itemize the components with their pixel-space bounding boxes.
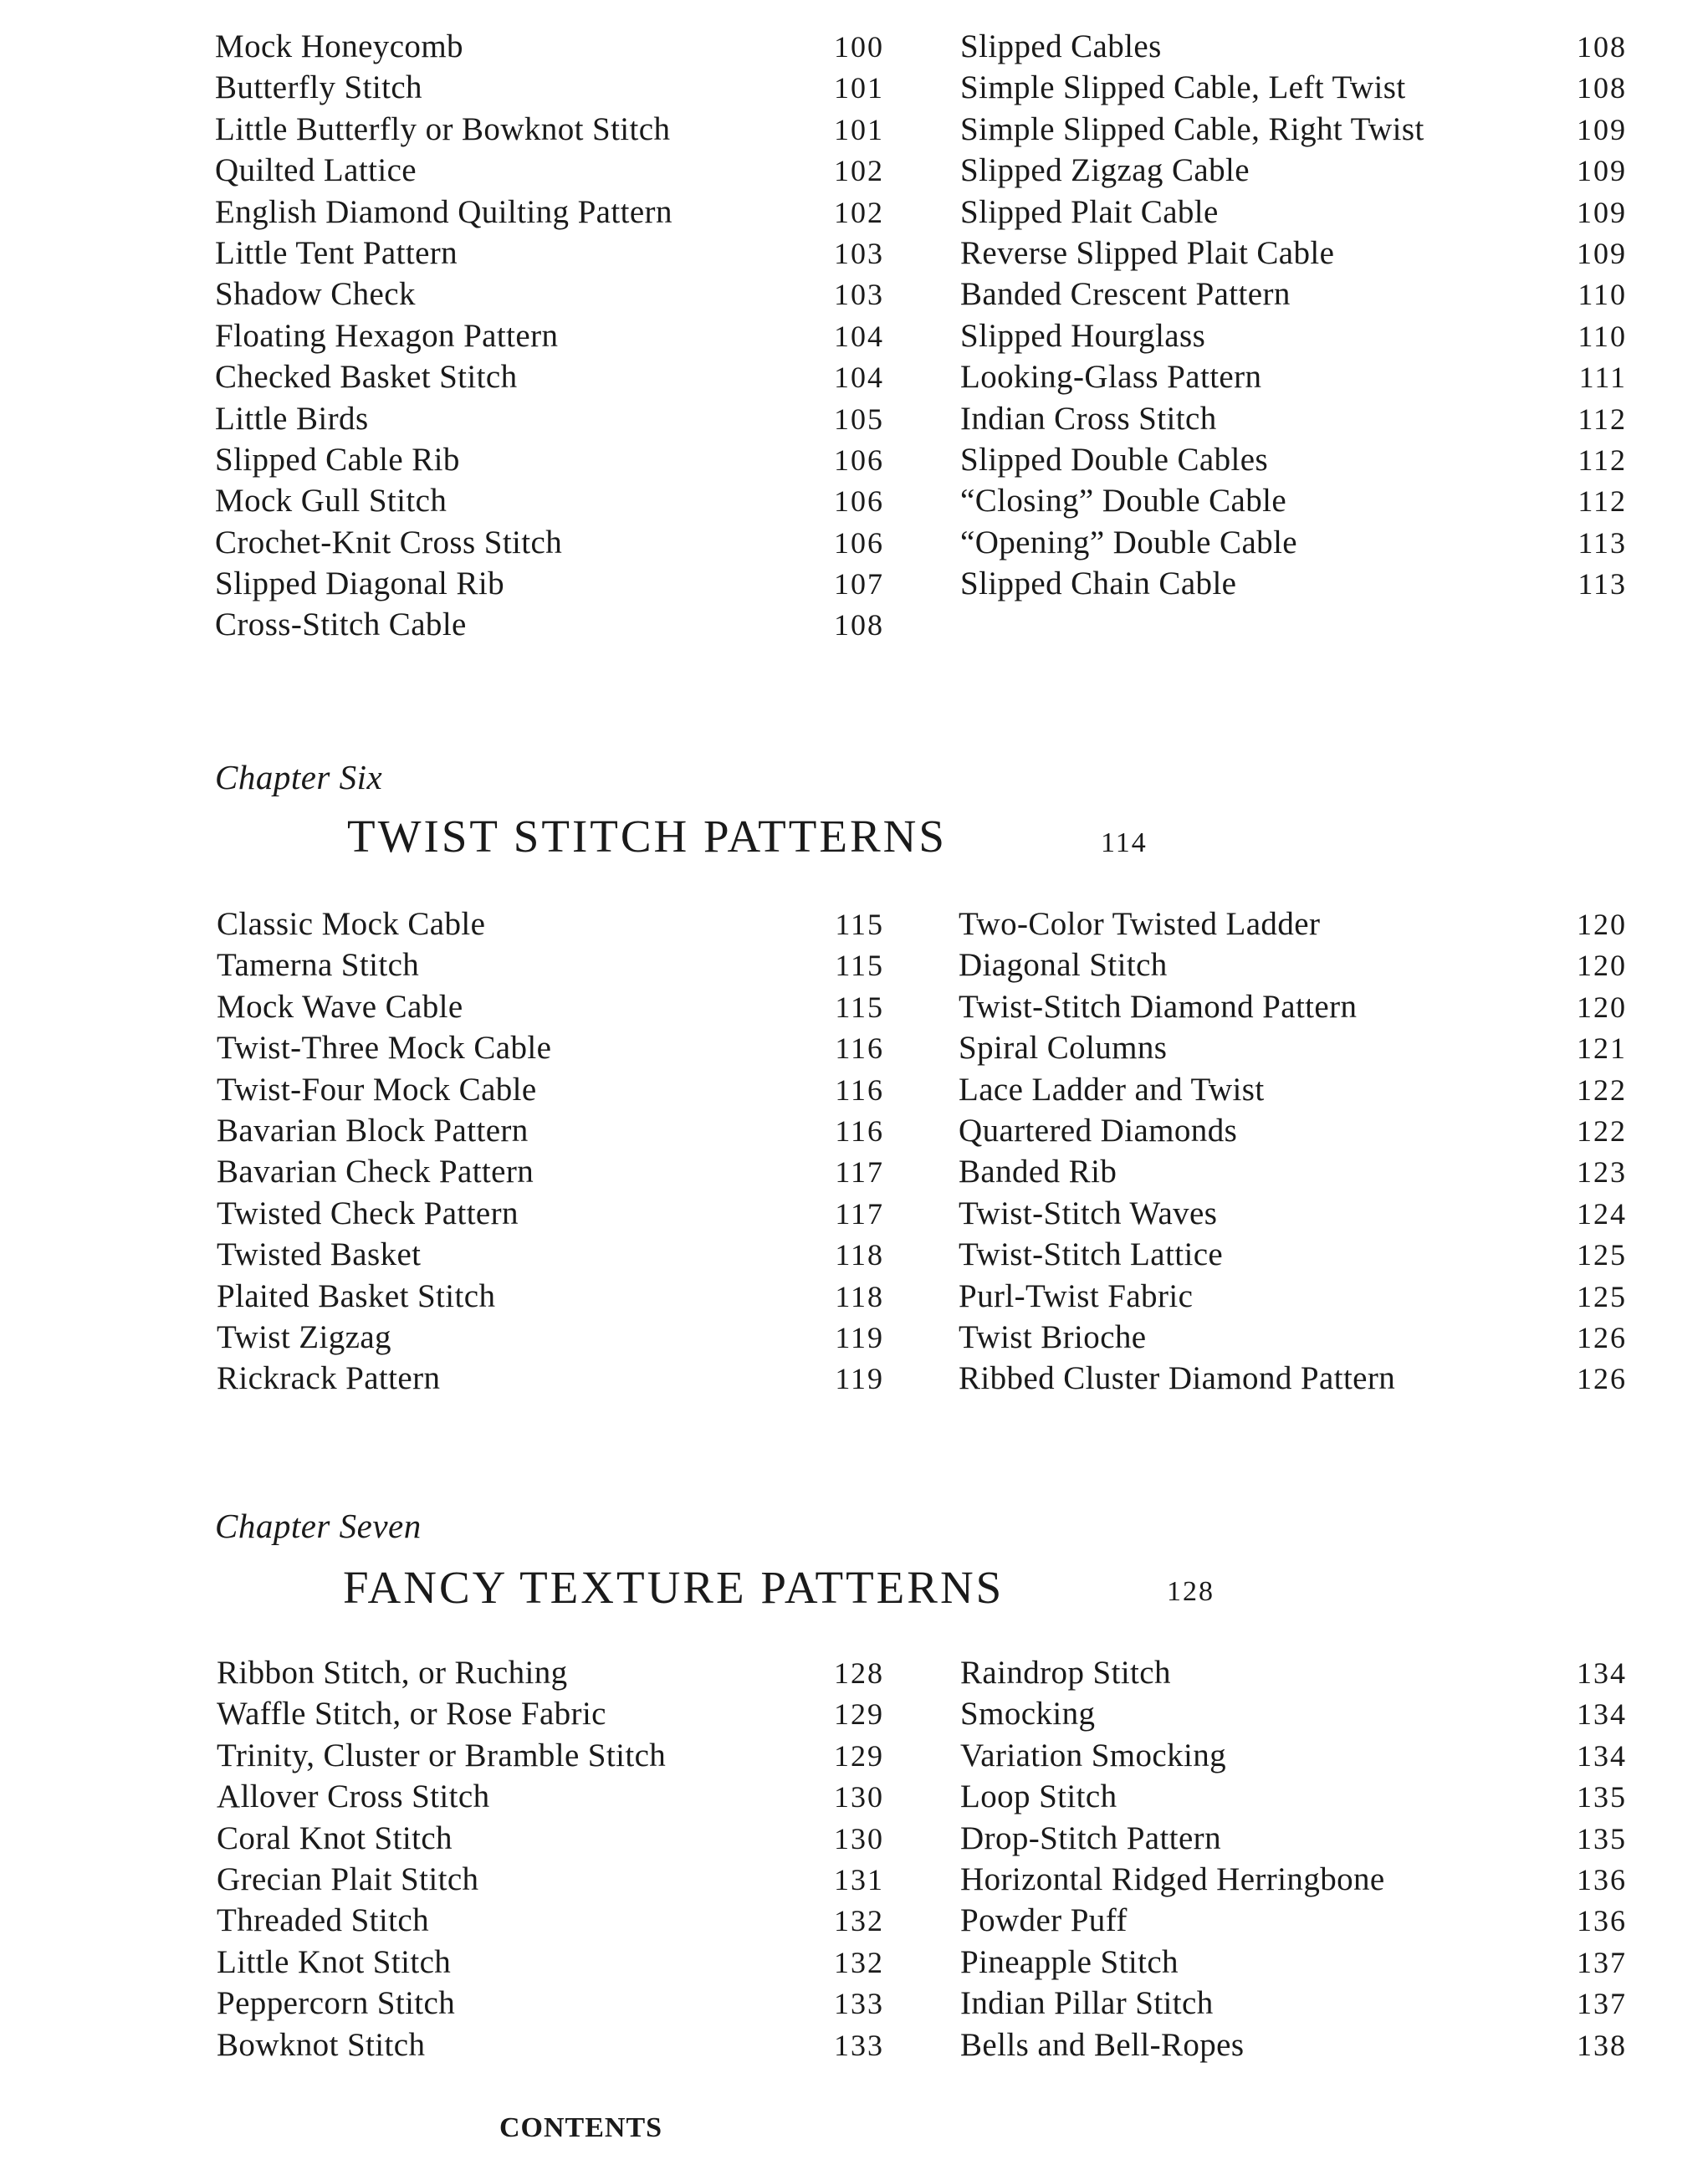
toc-entry (217, 1693, 884, 1734)
toc-entry-title: Simple Slipped Cable, Left Twist (960, 69, 1406, 106)
toc-entry-title: Banded Rib (959, 1154, 1117, 1190)
toc-entry (217, 1110, 884, 1151)
toc-entry (960, 1859, 1627, 1900)
toc-entry (215, 150, 884, 191)
toc-entry-page: 128 (834, 1656, 884, 1690)
section-0-right-column (960, 26, 1627, 604)
toc-entry-page: 133 (834, 1987, 884, 2021)
toc-entry (959, 1027, 1627, 1068)
chapter-six-title: TWIST STITCH PATTERNS (347, 811, 947, 862)
toc-entry (959, 1193, 1627, 1234)
toc-entry-page: 116 (835, 1113, 884, 1148)
toc-entry-page: 122 (1577, 1113, 1627, 1148)
toc-entry (960, 1693, 1627, 1734)
toc-entry-page: 121 (1577, 1031, 1627, 1066)
toc-entry-page: 108 (834, 608, 884, 642)
toc-entry-page: 120 (1577, 990, 1627, 1024)
toc-entry-page: 125 (1577, 1279, 1627, 1313)
toc-entry-page: 134 (1577, 1697, 1627, 1732)
toc-entry (959, 1358, 1627, 1399)
toc-entry-page: 109 (1577, 154, 1627, 188)
toc-entry (217, 1942, 884, 1983)
toc-entry-page: 118 (835, 1238, 884, 1272)
toc-entry-title: Pineapple Stitch (960, 1943, 1179, 1980)
toc-entry-title: Waffle Stitch, or Rose Fabric (217, 1696, 606, 1733)
toc-entry-title: Horizontal Ridged Herringbone (960, 1860, 1385, 1897)
toc-entry (960, 1776, 1627, 1817)
toc-entry-title: Mock Honeycomb (215, 28, 463, 64)
toc-entry-page: 120 (1577, 908, 1627, 941)
toc-entry-title: Slipped Cables (960, 28, 1162, 64)
toc-entry (215, 522, 884, 563)
toc-entry (960, 233, 1627, 274)
toc-entry-page: 107 (834, 567, 884, 601)
toc-entry (217, 1317, 884, 1358)
toc-entry-title: Checked Basket Stitch (215, 359, 518, 396)
toc-entry-page: 100 (834, 30, 884, 64)
toc-entry-title: Plaited Basket Stitch (217, 1277, 496, 1314)
toc-entry-page: 102 (834, 195, 884, 229)
toc-entry-page: 116 (835, 1072, 884, 1107)
toc-entry-title: Slipped Cable Rib (215, 441, 460, 478)
toc-entry-title: Powder Puff (960, 1902, 1128, 1939)
toc-entry-page: 109 (1577, 112, 1627, 146)
toc-entry-page: 135 (1577, 1821, 1627, 1855)
toc-entry (960, 522, 1627, 563)
toc-entry (960, 1942, 1627, 1983)
toc-entry-title: Tamerna Stitch (217, 947, 420, 984)
toc-entry-title: Diagonal Stitch (959, 947, 1168, 984)
toc-entry-title: Ribbon Stitch, or Ruching (217, 1655, 568, 1691)
toc-entry (215, 398, 884, 439)
toc-entry-title: Bavarian Check Pattern (217, 1154, 534, 1190)
toc-entry-title: Crochet-Knit Cross Stitch (215, 524, 563, 560)
toc-entry (217, 986, 884, 1027)
toc-entry-title: English Diamond Quilting Pattern (215, 193, 672, 230)
chapter-six-page: 114 (1101, 827, 1148, 858)
toc-entry-title: Mock Wave Cable (217, 988, 463, 1025)
section-0-left-column (215, 26, 884, 646)
toc-entry-title: Twisted Basket (217, 1236, 422, 1273)
toc-entry (959, 986, 1627, 1027)
toc-entry-page: 132 (834, 1904, 884, 1938)
toc-entry (217, 1027, 884, 1068)
section-1-left-column (217, 903, 884, 1400)
toc-entry-title: Two-Color Twisted Ladder (959, 906, 1321, 942)
toc-entry-page: 113 (1578, 525, 1627, 560)
toc-entry-title: Twist-Four Mock Cable (217, 1071, 537, 1108)
toc-entry (215, 356, 884, 397)
toc-entry-title: Little Butterfly or Bowknot Stitch (215, 110, 671, 147)
toc-entry (215, 26, 884, 67)
toc-entry-title: Twist-Stitch Waves (959, 1195, 1218, 1231)
toc-entry (217, 1900, 884, 1941)
page-footer-contents: CONTENTS (499, 2112, 663, 2143)
toc-entry-title: Twisted Check Pattern (217, 1195, 519, 1231)
toc-entry (215, 439, 884, 480)
toc-entry (215, 274, 884, 315)
toc-entry-page: 137 (1577, 1987, 1627, 2021)
toc-entry-title: Cross-Stitch Cable (215, 607, 467, 643)
toc-entry-page: 138 (1577, 2028, 1627, 2062)
toc-entry-title: Slipped Plait Cable (960, 193, 1219, 230)
toc-entry-title: Raindrop Stitch (960, 1655, 1171, 1691)
toc-entry-page: 132 (834, 1945, 884, 1979)
toc-entry-page: 104 (834, 319, 884, 353)
toc-entry (960, 315, 1627, 356)
toc-entry-title: Coral Knot Stitch (217, 1820, 453, 1856)
toc-entry (959, 1069, 1627, 1110)
toc-entry (217, 944, 884, 985)
toc-entry-title: Banded Crescent Pattern (960, 276, 1291, 313)
toc-entry-page: 111 (1578, 361, 1627, 395)
toc-entry-title: Variation Smocking (960, 1737, 1227, 1773)
toc-entry-title: Slipped Diagonal Rib (215, 566, 504, 602)
toc-entry-title: Twist-Stitch Lattice (959, 1236, 1224, 1273)
toc-entry (960, 356, 1627, 397)
toc-entry-page: 101 (834, 71, 884, 105)
toc-entry-page: 102 (834, 154, 884, 188)
toc-entry (960, 1652, 1627, 1693)
toc-entry (960, 274, 1627, 315)
toc-entry (960, 109, 1627, 150)
toc-entry-title: Bavarian Block Pattern (217, 1112, 529, 1149)
toc-entry-title: Slipped Hourglass (960, 317, 1206, 354)
toc-entry-title: Mock Gull Stitch (215, 483, 447, 519)
toc-entry-title: Loop Stitch (960, 1779, 1117, 1815)
toc-entry-page: 106 (834, 443, 884, 477)
toc-entry (960, 480, 1627, 521)
toc-entry-page: 133 (834, 2028, 884, 2062)
toc-entry (960, 67, 1627, 108)
toc-entry-title: Threaded Stitch (217, 1902, 429, 1939)
toc-entry-page: 110 (1578, 319, 1627, 353)
toc-entry-page: 112 (1578, 402, 1627, 436)
toc-entry-page: 117 (835, 1196, 884, 1231)
toc-entry-title: Reverse Slipped Plait Cable (960, 234, 1335, 271)
toc-entry-title: Ribbed Cluster Diamond Pattern (959, 1360, 1396, 1397)
toc-entry (217, 1151, 884, 1192)
toc-entry-page: 118 (835, 1279, 884, 1313)
toc-entry-page: 115 (835, 990, 884, 1024)
toc-entry-page: 136 (1577, 1862, 1627, 1896)
toc-entry-title: “Opening” Double Cable (960, 524, 1298, 560)
toc-entry (959, 903, 1627, 944)
toc-entry-page: 130 (834, 1821, 884, 1855)
toc-entry (960, 1735, 1627, 1776)
toc-entry-page: 116 (835, 1031, 884, 1066)
section-1-right-column (959, 903, 1627, 1400)
section-2-right-column (960, 1652, 1627, 2065)
toc-entry-title: Drop-Stitch Pattern (960, 1820, 1221, 1856)
chapter-seven-title: FANCY TEXTURE PATTERNS (343, 1562, 1005, 1613)
toc-entry (217, 903, 884, 944)
toc-entry (960, 1900, 1627, 1941)
toc-entry (960, 26, 1627, 67)
toc-entry (959, 944, 1627, 985)
toc-entry (217, 1818, 884, 1859)
toc-entry (960, 192, 1627, 233)
toc-entry (215, 315, 884, 356)
toc-entry-page: 106 (834, 525, 884, 560)
toc-entry-title: Trinity, Cluster or Bramble Stitch (217, 1737, 667, 1773)
toc-entry (215, 480, 884, 521)
toc-entry-title: Purl-Twist Fabric (959, 1277, 1194, 1314)
chapter-six-label: Chapter Six (215, 758, 383, 796)
toc-entry-title: Grecian Plait Stitch (217, 1860, 479, 1897)
toc-entry (217, 1358, 884, 1399)
toc-entry-page: 120 (1577, 949, 1627, 983)
toc-entry (217, 2024, 884, 2065)
toc-entry-title: Allover Cross Stitch (217, 1779, 490, 1815)
toc-entry-page: 134 (1577, 1656, 1627, 1690)
toc-entry (217, 1983, 884, 2024)
toc-entry-title: Indian Pillar Stitch (960, 1985, 1214, 2022)
toc-entry-title: Slipped Zigzag Cable (960, 152, 1250, 189)
toc-entry (960, 1818, 1627, 1859)
toc-entry-title: Floating Hexagon Pattern (215, 317, 559, 354)
toc-entry (217, 1652, 884, 1693)
toc-entry (960, 150, 1627, 191)
toc-entry-page: 106 (834, 484, 884, 519)
toc-entry-title: Looking-Glass Pattern (960, 359, 1262, 396)
toc-entry (217, 1735, 884, 1776)
toc-entry-title: Quilted Lattice (215, 152, 417, 189)
toc-entry-page: 103 (834, 236, 884, 270)
toc-entry-page: 108 (1577, 71, 1627, 105)
toc-entry-title: Spiral Columns (959, 1030, 1168, 1067)
toc-entry (215, 604, 884, 645)
toc-entry-page: 137 (1577, 1945, 1627, 1979)
toc-entry-title: Indian Cross Stitch (960, 400, 1217, 437)
toc-entry-page: 108 (1577, 30, 1627, 64)
toc-entry-title: Little Knot Stitch (217, 1943, 452, 1980)
toc-entry-title: Shadow Check (215, 276, 416, 313)
toc-entry-page: 112 (1578, 443, 1627, 477)
toc-entry-page: 113 (1578, 567, 1627, 601)
toc-entry-page: 109 (1577, 195, 1627, 229)
toc-entry-page: 119 (835, 1362, 884, 1396)
toc-entry-page: 110 (1578, 278, 1627, 312)
toc-entry-page: 112 (1578, 484, 1627, 519)
chapter-seven-page: 128 (1167, 1576, 1215, 1607)
toc-entry-title: Slipped Chain Cable (960, 566, 1237, 602)
toc-entry-title: Bowknot Stitch (217, 2026, 426, 2063)
toc-entry (215, 109, 884, 150)
toc-entry-title: Quartered Diamonds (959, 1112, 1238, 1149)
toc-entry-page: 134 (1577, 1738, 1627, 1773)
toc-entry (959, 1317, 1627, 1358)
toc-entry (217, 1276, 884, 1317)
toc-entry-title: Twist Brioche (959, 1318, 1147, 1355)
toc-entry (217, 1193, 884, 1234)
toc-entry-title: Butterfly Stitch (215, 69, 422, 106)
toc-entry (215, 192, 884, 233)
toc-entry-title: Twist-Stitch Diamond Pattern (959, 988, 1358, 1025)
toc-entry-page: 129 (834, 1697, 884, 1732)
toc-entry (217, 1069, 884, 1110)
toc-entry-page: 129 (834, 1738, 884, 1773)
toc-entry-page: 131 (834, 1862, 884, 1896)
toc-entry (217, 1776, 884, 1817)
toc-entry-page: 124 (1577, 1196, 1627, 1231)
toc-entry (215, 67, 884, 108)
toc-entry-page: 115 (835, 908, 884, 941)
toc-entry-title: Smocking (960, 1696, 1096, 1733)
toc-entry-title: Slipped Double Cables (960, 441, 1269, 478)
toc-entry-page: 104 (834, 361, 884, 395)
toc-entry-title: Twist-Three Mock Cable (217, 1030, 552, 1067)
toc-entry-page: 117 (835, 1155, 884, 1190)
toc-entry-title: Simple Slipped Cable, Right Twist (960, 110, 1424, 147)
toc-entry (959, 1276, 1627, 1317)
toc-entry-title: Peppercorn Stitch (217, 1985, 456, 2022)
toc-entry-page: 101 (834, 112, 884, 146)
toc-entry-page: 123 (1577, 1155, 1627, 1190)
toc-entry (215, 233, 884, 274)
section-2-left-column (217, 1652, 884, 2065)
chapter-seven-label: Chapter Seven (215, 1507, 422, 1545)
toc-entry-page: 122 (1577, 1072, 1627, 1107)
toc-entry-title: Lace Ladder and Twist (959, 1071, 1265, 1108)
toc-entry (960, 2024, 1627, 2065)
toc-entry (960, 398, 1627, 439)
toc-entry-page: 115 (835, 949, 884, 983)
toc-entry (217, 1234, 884, 1275)
toc-entry-title: Rickrack Pattern (217, 1360, 441, 1397)
toc-entry (959, 1234, 1627, 1275)
toc-entry-page: 130 (834, 1780, 884, 1814)
toc-entry-page: 103 (834, 278, 884, 312)
toc-entry-title: Classic Mock Cable (217, 906, 486, 942)
toc-entry (217, 1859, 884, 1900)
toc-entry-page: 125 (1577, 1238, 1627, 1272)
toc-entry-title: Bells and Bell-Ropes (960, 2026, 1245, 2063)
toc-entry (960, 439, 1627, 480)
toc-entry (960, 1983, 1627, 2024)
toc-entry (959, 1151, 1627, 1192)
toc-entry (215, 563, 884, 604)
toc-entry-page: 136 (1577, 1904, 1627, 1938)
toc-entry-title: Twist Zigzag (217, 1318, 391, 1355)
toc-entry-page: 126 (1577, 1362, 1627, 1396)
toc-entry-page: 119 (835, 1320, 884, 1354)
toc-entry-page: 135 (1577, 1780, 1627, 1814)
toc-entry-title: “Closing” Double Cable (960, 483, 1287, 519)
toc-entry-page: 105 (834, 402, 884, 436)
toc-entry-page: 109 (1577, 236, 1627, 270)
toc-entry (959, 1110, 1627, 1151)
toc-entry (960, 563, 1627, 604)
toc-entry-title: Little Tent Pattern (215, 234, 458, 271)
toc-entry-page: 126 (1577, 1320, 1627, 1354)
toc-entry-title: Little Birds (215, 400, 369, 437)
